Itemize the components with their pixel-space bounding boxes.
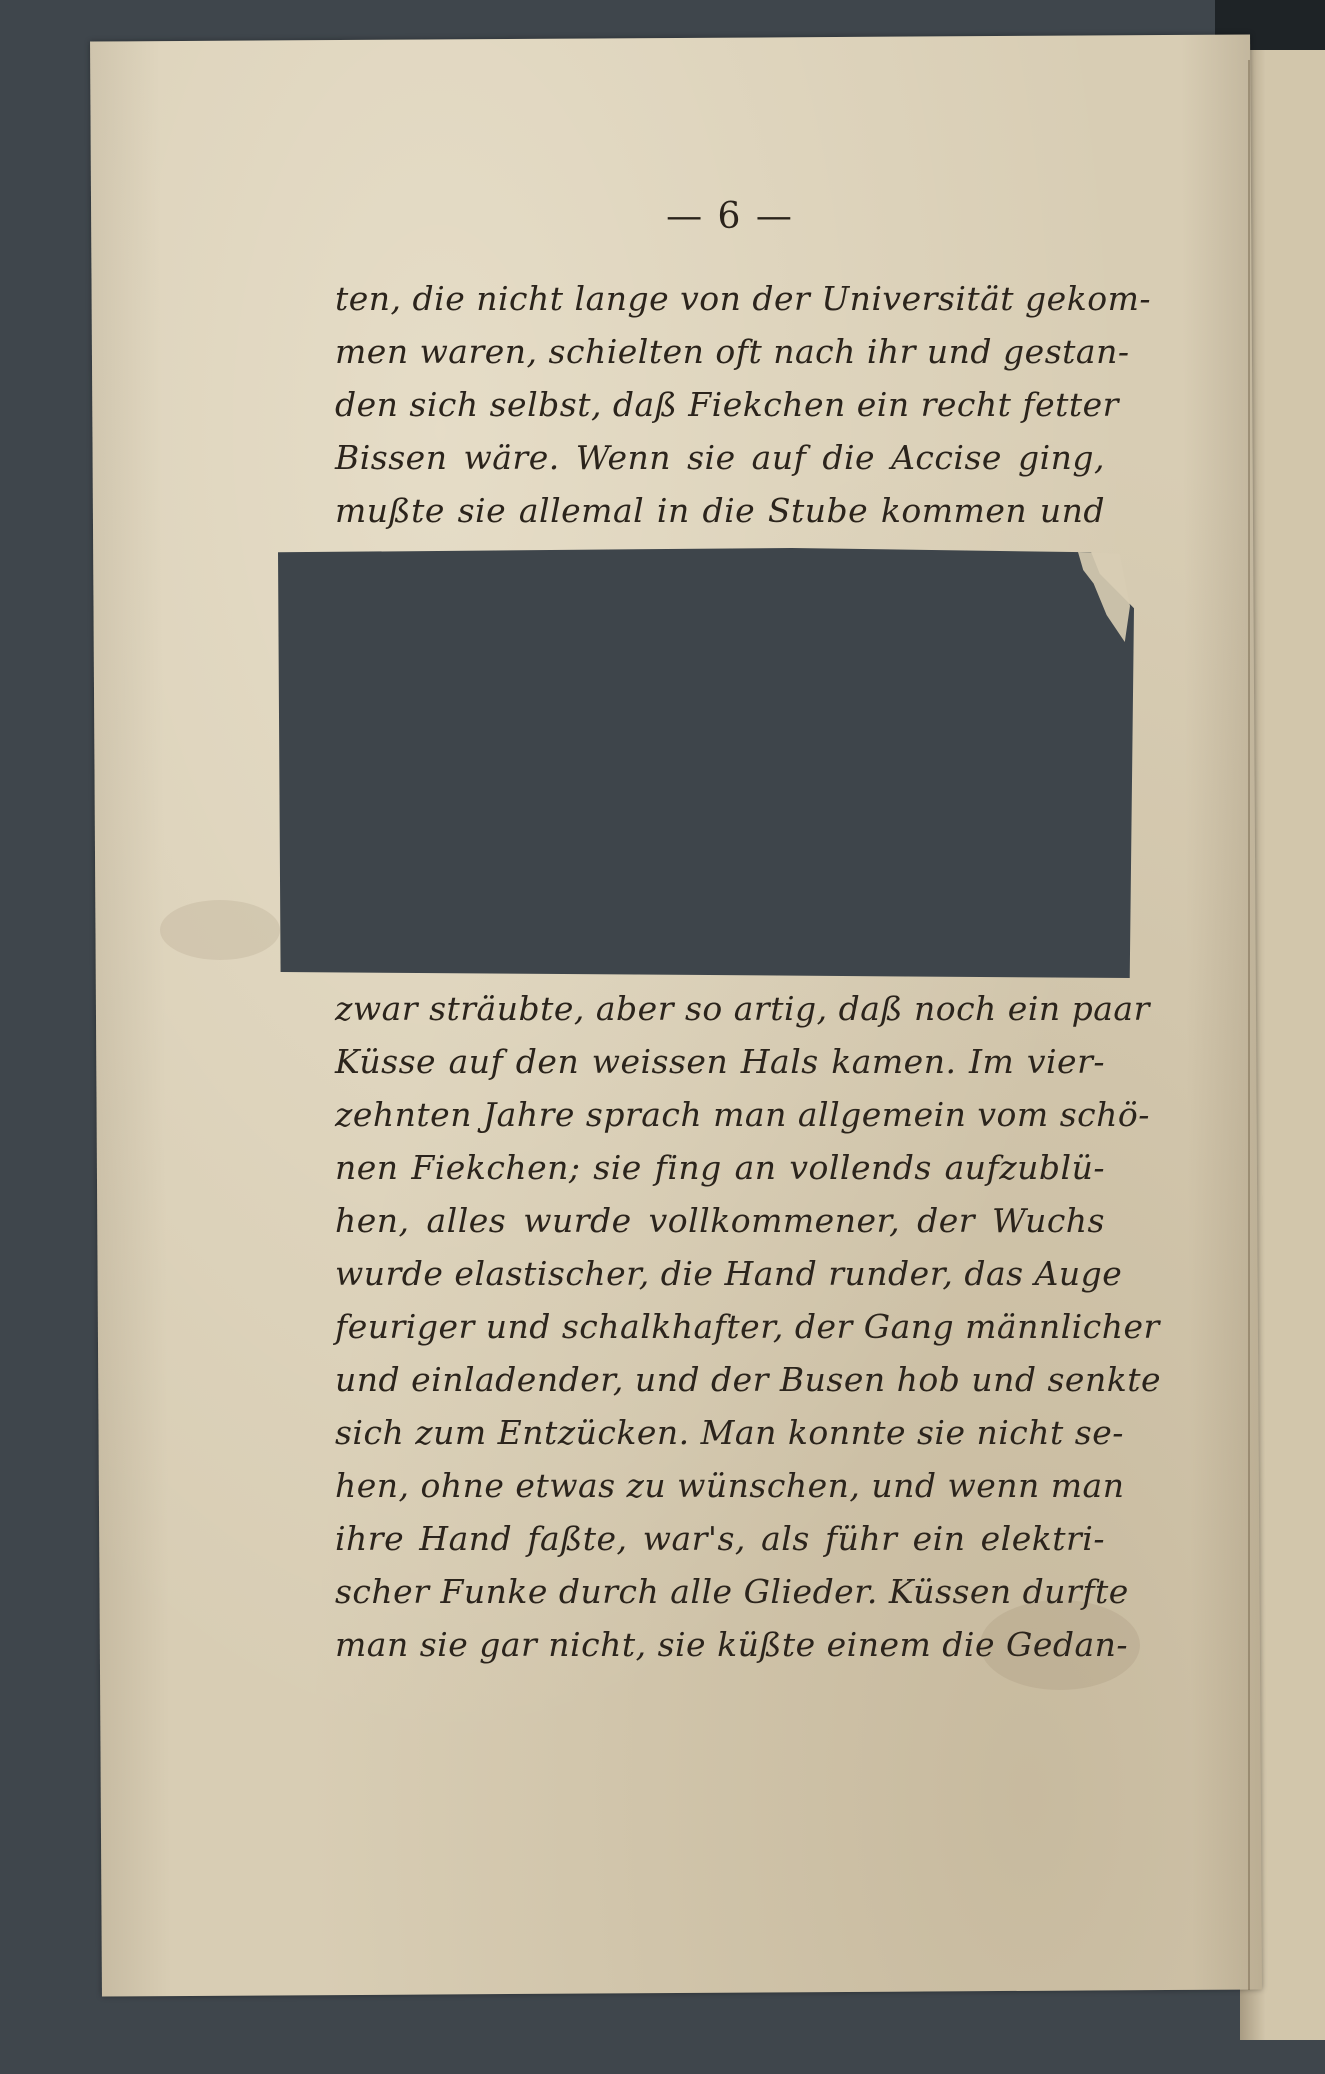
- text-line: scher Funke durch alle Glieder. Küssen durfte: [335, 1572, 1129, 1611]
- redacted-area: [278, 548, 1134, 978]
- text-line: men waren, schielten oft nach ihr und gestan-: [335, 332, 1130, 371]
- text-line: ten, die nicht lange von der Universität gekom-: [335, 279, 1152, 318]
- text-line: hen, ohne etwas zu wünschen, und wenn man: [335, 1466, 1125, 1505]
- text-line: sich zum Entzücken. Man konnte sie nicht se-: [335, 1413, 1124, 1452]
- text-line: zehnten Jahre sprach man allgemein vom schö-: [335, 1095, 1150, 1134]
- text-block-top: [335, 272, 1152, 537]
- text-line: nen Fiekchen; sie fing an vollends aufzublü-: [335, 1148, 1105, 1187]
- paper-stain: [160, 900, 280, 960]
- text-line: den sich selbst, daß Fiekchen ein recht fetter: [335, 385, 1119, 424]
- text-line: Küsse auf den weissen Hals kamen. Im vier-: [335, 1042, 1105, 1081]
- text-line: wurde elastischer, die Hand runder, das Auge: [335, 1254, 1123, 1293]
- page-fold-line: [1248, 60, 1250, 1990]
- text-line: ihre Hand faßte, war's, als führ ein elektri-: [335, 1519, 1105, 1558]
- text-line: Bissen wäre. Wenn sie auf die Accise ging,: [335, 438, 1105, 477]
- text-line: man sie gar nicht, sie küßte einem die Gedan-: [335, 1625, 1129, 1664]
- text-line: hen, alles wurde vollkommener, der Wuchs: [335, 1201, 1105, 1240]
- text-line: zwar sträubte, aber so artig, daß noch ein paar: [335, 989, 1150, 1028]
- text-line: und einladender, und der Busen hob und senkte: [335, 1360, 1161, 1399]
- text-line: feuriger und schalkhafter, der Gang männlicher: [335, 1307, 1160, 1346]
- text-block-bottom: [335, 982, 1161, 1671]
- text-line: mußte sie allemal in die Stube kommen und: [335, 491, 1105, 530]
- page-number: — 6 —: [666, 196, 794, 237]
